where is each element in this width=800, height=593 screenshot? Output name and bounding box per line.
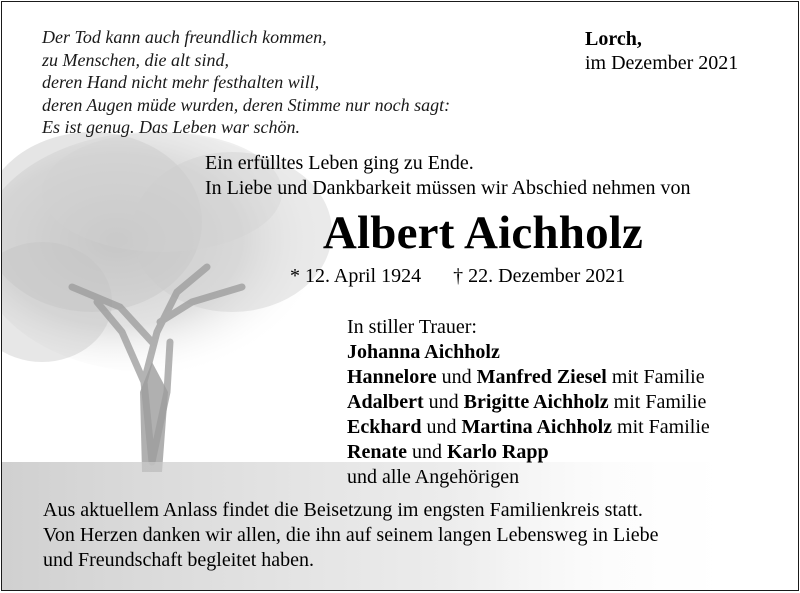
mourner-name: Eckhard bbox=[347, 416, 422, 438]
mourner-entry bbox=[347, 365, 710, 390]
intro-line: Ein erfülltes Leben ging zu Ende. bbox=[205, 152, 474, 174]
poem-verse bbox=[42, 26, 450, 139]
poem-line: deren Augen müde wurden, deren Stimme nur noch sagt: bbox=[42, 94, 451, 115]
mourners-heading: In stiller Trauer: bbox=[347, 316, 477, 338]
mourner-name: Adalbert bbox=[347, 391, 424, 413]
mourner-entry bbox=[347, 440, 710, 465]
poem-line: zu Menschen, die alt sind, bbox=[42, 49, 229, 70]
mourner-entry bbox=[347, 415, 710, 440]
mourner-joiner: und bbox=[421, 416, 462, 438]
life-dates bbox=[290, 263, 625, 289]
mourner-name: Brigitte Aichholz bbox=[463, 391, 609, 413]
mourner-joiner: und bbox=[423, 391, 464, 413]
mourner-name: Renate bbox=[347, 441, 407, 463]
mourner-joiner: und bbox=[436, 366, 477, 388]
intro-text bbox=[205, 151, 690, 201]
mourners-footer: und alle Angehörigen bbox=[347, 466, 520, 488]
closing-line: Aus aktuellem Anlass findet die Beisetzung im engsten Familienkreis statt. bbox=[43, 499, 643, 521]
mourners-list bbox=[347, 315, 710, 490]
poem-line: Der Tod kann auch freundlich kommen, bbox=[42, 27, 327, 47]
mourner-joiner: und bbox=[406, 441, 447, 463]
mourner-name: Hannelore bbox=[347, 366, 437, 388]
intro-line: In Liebe und Dankbarkeit müssen wir Abschied nehmen von bbox=[205, 177, 691, 199]
mourner-name: Karlo Rapp bbox=[446, 441, 549, 463]
birth-date: * 12. April 1924 bbox=[290, 265, 422, 287]
mourner-suffix: mit Familie bbox=[606, 366, 705, 388]
mourner-suffix: mit Familie bbox=[612, 416, 710, 438]
mourner-name: Martina Aichholz bbox=[461, 416, 613, 438]
mourner-name: Manfred Ziesel bbox=[476, 366, 607, 388]
mourner-entry bbox=[347, 340, 710, 365]
poem-line: Es ist genug. Das Leben war schön. bbox=[42, 117, 300, 137]
obituary-card bbox=[1, 1, 799, 591]
mourner-entry bbox=[347, 390, 710, 415]
place-and-date bbox=[585, 27, 738, 75]
death-date: † 22. Dezember 2021 bbox=[453, 265, 626, 287]
place-city: Lorch, bbox=[585, 28, 642, 50]
closing-line: und Freundschaft begleitet haben. bbox=[43, 549, 315, 571]
poem-line: deren Hand nicht mehr festhalten will, bbox=[42, 72, 320, 92]
mourner-suffix: mit Familie bbox=[608, 391, 707, 413]
closing-text bbox=[43, 498, 659, 573]
place-date: im Dezember 2021 bbox=[585, 52, 739, 74]
closing-line: Von Herzen danken wir allen, die ihn auf seinem langen Lebensweg in Liebe bbox=[43, 524, 659, 546]
mourner-name: Johanna Aichholz bbox=[347, 341, 500, 363]
deceased-name: Albert Aichholz bbox=[322, 207, 644, 259]
